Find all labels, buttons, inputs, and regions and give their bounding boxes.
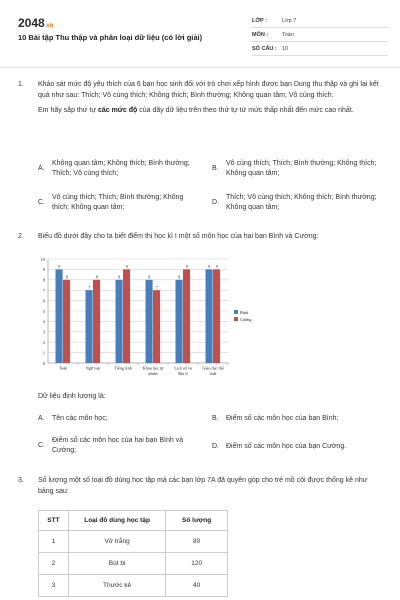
- x-tick-label: Khoa học tự: [142, 365, 164, 371]
- table-cell: Thước kẻ: [68, 575, 165, 597]
- x-tick-label: Tiếng Anh: [114, 365, 132, 371]
- question-1-options: [38, 157, 384, 217]
- bar-data-label: 9: [58, 264, 61, 270]
- table-cell: 40: [166, 575, 228, 597]
- question-2-options: [38, 414, 384, 464]
- option-label: A.: [38, 415, 45, 422]
- y-tick-label: 2: [42, 340, 45, 345]
- meta-value: Lớp 7: [282, 17, 297, 24]
- question-number: 3.: [18, 477, 24, 484]
- prompt-pre: Em hãy sắp thứ tự: [38, 107, 98, 114]
- table-cell: 2: [39, 553, 69, 575]
- legend-swatch: [234, 317, 238, 321]
- y-tick-label: 9: [42, 267, 45, 273]
- bar-data-label: 8: [65, 274, 68, 280]
- score-bar-chart: [38, 255, 270, 385]
- bar-data-label: 8: [148, 274, 151, 280]
- y-tick-label: 4: [42, 319, 45, 325]
- question-text: Khảo sát mức độ yêu thích của 6 bạn học sinh đối với trò chơi xếp hình được bạn Dung thu thập và ghi lại kết quả như sau: Thích; Vô cùng thích; Không thích; Bình thường; Không quan tâm; Vô cùng thích.: [38, 81, 379, 99]
- option-label: D.: [212, 443, 219, 450]
- meta-key: LỚP :: [252, 17, 267, 24]
- option-label: B.: [212, 415, 219, 422]
- y-tick-label: 6: [42, 298, 45, 304]
- question-text: Số lượng một số loại đồ dùng học tập mà các bạn lớp 7A đã quyên góp cho trẻ mồ côi được thống kê như bảng sau:: [38, 477, 368, 495]
- meta-info: [252, 14, 388, 56]
- table-header: Số lượng: [166, 511, 228, 531]
- meta-row-count: [252, 42, 388, 56]
- meta-row-subject: [252, 28, 388, 42]
- bar: [213, 269, 220, 363]
- document-title: 10 Bài tập Thu thập và phân loại dữ liệu (có lời giải): [18, 33, 203, 42]
- option-text: Điểm số các môn học của bạn Bình;: [226, 415, 339, 422]
- bar: [183, 269, 190, 363]
- question-number: 2.: [18, 233, 24, 240]
- x-tick-label: Địa lí: [178, 371, 188, 376]
- table-cell: 80: [166, 531, 228, 553]
- x-tick-label: Giáo dục thể: [202, 365, 224, 371]
- table-cell: Vở trắng: [68, 531, 165, 553]
- logo-text: 2048: [18, 16, 45, 30]
- header: [0, 0, 400, 68]
- table-row: [39, 531, 228, 553]
- table-cell: Bút bi: [68, 553, 165, 575]
- y-tick-label: 3: [42, 329, 45, 335]
- x-tick-label: nhiên: [148, 371, 158, 376]
- x-tick-label: Toán: [58, 365, 68, 371]
- question-number: 1.: [18, 81, 24, 88]
- y-tick-label: 5: [42, 308, 45, 314]
- meta-row-class: [252, 14, 388, 28]
- meta-value: 10: [282, 45, 289, 52]
- site-logo[interactable]: [18, 16, 53, 30]
- option-label: A.: [38, 165, 45, 172]
- meta-value: Toán: [282, 31, 294, 38]
- bar-data-label: 9: [208, 264, 211, 270]
- bar: [116, 280, 123, 363]
- y-tick-label: 0: [42, 360, 45, 366]
- bar-data-label: 8: [95, 274, 98, 280]
- meta-key: MÔN :: [252, 31, 269, 38]
- bar-data-label: 7: [88, 285, 91, 290]
- option-text: Thích; Vô cùng thích; Không thích; Bình thường; Không quan tâm;: [226, 194, 377, 211]
- logo-suffix: .vn: [44, 23, 54, 29]
- bar: [123, 269, 130, 363]
- bar: [206, 269, 213, 363]
- bar-data-label: 8: [118, 274, 121, 280]
- prompt-bold: các mức độ: [97, 107, 138, 114]
- question-prompt: [38, 106, 384, 117]
- bar-data-label: 7: [155, 285, 158, 290]
- option-text: Tên các môn học;: [52, 415, 108, 422]
- x-tick-label: Lịch sử và: [174, 365, 192, 371]
- bar: [86, 290, 93, 363]
- y-tick-label: 10: [40, 256, 45, 262]
- option-label: C.: [38, 442, 45, 449]
- table-header: Loại đồ dùng học tập: [68, 511, 165, 531]
- option-text: Vô cùng thích; Thích; Bình thường; Không thích; Không quan tâm;: [226, 160, 377, 177]
- table-row: [39, 575, 228, 597]
- chart-svg: [38, 255, 270, 385]
- bar-data-label: 8: [178, 274, 181, 280]
- legend-label: Cường: [240, 316, 252, 322]
- question-1: [18, 80, 384, 117]
- question-2-prompt: [18, 392, 384, 403]
- meta-key: SỐ CÂU :: [252, 45, 277, 52]
- option-label: C.: [38, 199, 45, 206]
- bar: [146, 280, 153, 363]
- option-label: D.: [212, 199, 219, 206]
- bar: [153, 290, 160, 363]
- y-tick-label: 1: [42, 350, 45, 356]
- question-text: Dữ liệu định lượng là:: [38, 393, 106, 400]
- x-tick-label: chất: [209, 371, 217, 376]
- y-tick-label: 7: [42, 288, 45, 293]
- prompt-post: của dãy dữ liệu trên theo thứ tự từ mức thấp nhất đến mức cao nhất.: [137, 107, 354, 114]
- bar-data-label: 9: [215, 264, 218, 270]
- bar-data-label: 9: [185, 264, 188, 270]
- bar: [63, 280, 70, 363]
- legend-swatch: [234, 310, 238, 314]
- table-cell: 1: [39, 531, 69, 553]
- bar: [176, 280, 183, 363]
- y-tick-label: 8: [42, 277, 45, 283]
- table-row: [39, 553, 228, 575]
- question-3: [18, 476, 384, 497]
- option-text: Vô cùng thích; Thích; Bình thường; Không thích; Không quan tâm;: [52, 194, 184, 211]
- table-header: STT: [39, 511, 69, 531]
- bar-data-label: 9: [125, 264, 128, 270]
- bar: [56, 269, 63, 363]
- table-cell: 120: [166, 553, 228, 575]
- question-2: [18, 232, 384, 243]
- option-text: Không quan tâm; Không thích; Bình thường; Thích; Vô cùng thích;: [52, 160, 190, 177]
- legend-label: Bình: [240, 309, 249, 315]
- table-cell: 3: [39, 575, 69, 597]
- x-tick-label: Ngữ văn: [85, 365, 101, 371]
- bar: [93, 280, 100, 363]
- option-text: Điểm số các môn học của bạn Cường.: [226, 443, 347, 450]
- table-header-row: [39, 511, 228, 531]
- question-text: Biểu đồ dưới đây cho ta biết điểm thi học kì I một số môn học của hai bạn Bình và Cường:: [38, 233, 319, 240]
- option-text: Điểm số các môn học của hai bạn Bình và Cường;: [52, 437, 184, 454]
- option-label: B.: [212, 165, 219, 172]
- supplies-table: [38, 510, 228, 597]
